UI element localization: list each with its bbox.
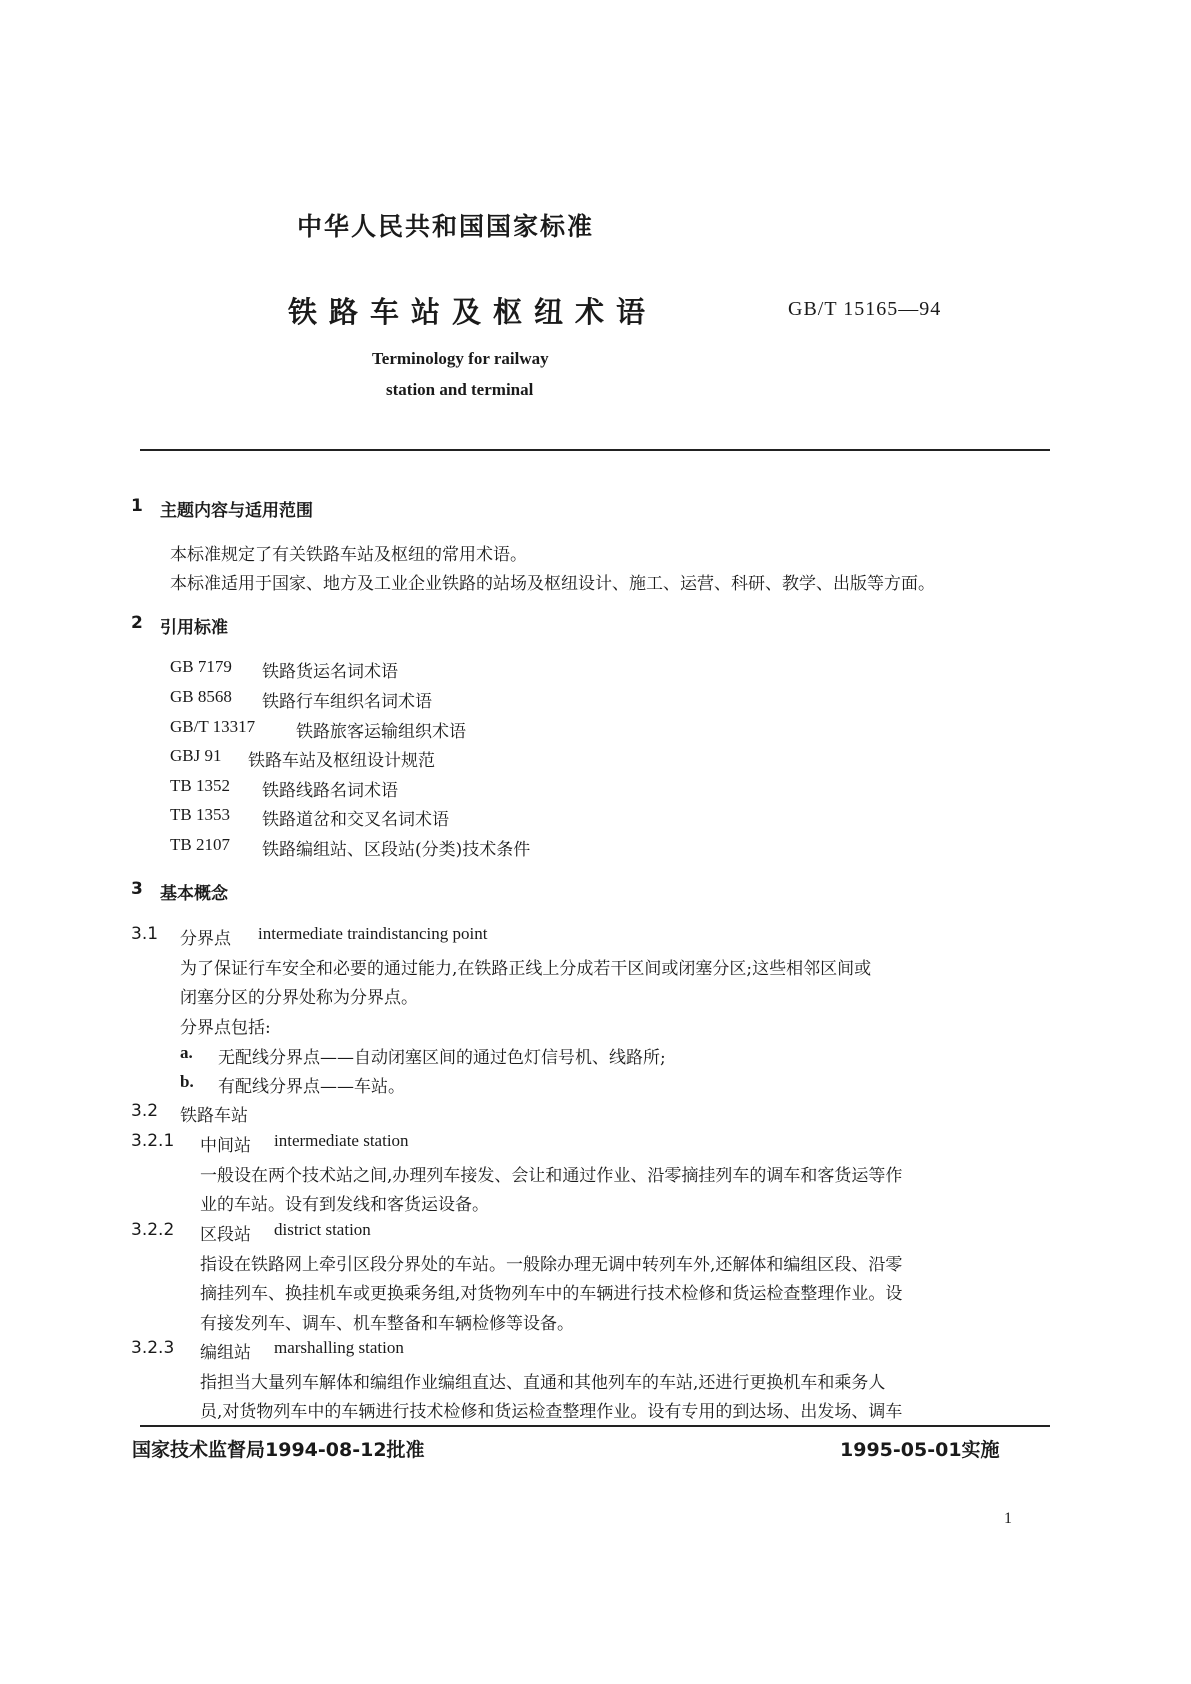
ref-name: 铁路线路名词术语 [262, 781, 398, 801]
footer-divider [140, 1425, 1050, 1427]
approval-date: 国家技术监督局1994-08-12批准 [132, 1439, 425, 1461]
list-item: 有配线分界点——车站。 [218, 1077, 405, 1097]
effective-date: 1995-05-01实施 [840, 1439, 1000, 1461]
term-note: 分界点包括: [180, 1018, 271, 1038]
ref-code: GB 7179 [170, 657, 232, 676]
term-definition: 员,对货物列车中的车辆进行技术检修和货运检查整理作业。设有专用的到达场、出发场、调车 [200, 1402, 903, 1422]
section-1-para-1: 本标准规定了有关铁路车站及枢纽的常用术语。 [170, 545, 527, 565]
term-number: 3.2 [131, 1101, 159, 1121]
document-title-cn: 铁路车站及枢纽术语 [288, 295, 658, 329]
header-divider [140, 449, 1050, 451]
term-number: 3.1 [131, 924, 159, 944]
standard-code: GB/T 15165—94 [788, 298, 942, 320]
ref-name: 铁路货运名词术语 [262, 662, 398, 682]
term-name-cn: 编组站 [200, 1343, 251, 1363]
term-number: 3.2.2 [131, 1220, 175, 1240]
term-definition: 业的车站。设有到发线和客货运设备。 [200, 1195, 489, 1215]
section-1-para-2: 本标准适用于国家、地方及工业企业铁路的站场及枢纽设计、施工、运营、科研、教学、出版等方面。 [170, 574, 935, 594]
section-3-title: 基本概念 [160, 884, 228, 904]
document-title-en-line2: station and terminal [386, 380, 534, 399]
ref-code: GB/T 13317 [170, 717, 256, 736]
section-2-title: 引用标准 [160, 618, 228, 638]
section-3-number: 3 [131, 879, 143, 899]
term-name-en: intermediate traindistancing point [258, 924, 488, 943]
term-definition: 摘挂列车、换挂机车或更换乘务组,对货物列车中的车辆进行技术检修和货运检查整理作业。设 [200, 1284, 903, 1304]
term-name-cn: 铁路车站 [180, 1106, 248, 1126]
term-definition: 闭塞分区的分界处称为分界点。 [180, 988, 418, 1008]
term-name-en: intermediate station [274, 1131, 409, 1150]
section-2-number: 2 [131, 613, 143, 633]
term-number: 3.2.3 [131, 1338, 175, 1358]
ref-code: GB 8568 [170, 687, 232, 706]
term-name-cn: 分界点 [180, 929, 231, 949]
term-name-cn: 中间站 [200, 1136, 251, 1156]
section-1-title: 主题内容与适用范围 [160, 501, 313, 521]
section-1-number: 1 [131, 496, 143, 516]
term-name-en: marshalling station [274, 1338, 404, 1357]
term-number: 3.2.1 [131, 1131, 175, 1151]
term-name-en: district station [274, 1220, 371, 1239]
term-definition: 一般设在两个技术站之间,办理列车接发、会让和通过作业、沿零摘挂列车的调车和客货运等作 [200, 1166, 903, 1186]
term-definition: 有接发列车、调车、机车整备和车辆检修等设备。 [200, 1314, 574, 1334]
ref-code: GBJ 91 [170, 746, 222, 765]
ref-name: 铁路车站及枢纽设计规范 [248, 751, 435, 771]
ref-code: TB 1353 [170, 805, 230, 824]
standard-type: 中华人民共和国国家标准 [297, 212, 595, 241]
list-label: a. [180, 1043, 193, 1062]
document-title-en-line1: Terminology for railway [372, 349, 549, 368]
list-item: 无配线分界点——自动闭塞区间的通过色灯信号机、线路所; [218, 1048, 666, 1068]
term-name-cn: 区段站 [200, 1225, 251, 1245]
ref-name: 铁路编组站、区段站(分类)技术条件 [262, 840, 531, 860]
ref-code: TB 2107 [170, 835, 230, 854]
page-number: 1 [1004, 1510, 1012, 1527]
term-definition: 指设在铁路网上牵引区段分界处的车站。一般除办理无调中转列车外,还解体和编组区段、沿零 [200, 1255, 903, 1275]
list-label: b. [180, 1072, 194, 1091]
term-definition: 为了保证行车安全和必要的通过能力,在铁路正线上分成若干区间或闭塞分区;这些相邻区间或 [180, 959, 872, 979]
ref-name: 铁路旅客运输组织术语 [296, 722, 466, 742]
ref-code: TB 1352 [170, 776, 230, 795]
ref-name: 铁路道岔和交叉名词术语 [262, 810, 449, 830]
term-definition: 指担当大量列车解体和编组作业编组直达、直通和其他列车的车站,还进行更换机车和乘务人 [200, 1373, 886, 1393]
ref-name: 铁路行车组织名词术语 [262, 692, 432, 712]
